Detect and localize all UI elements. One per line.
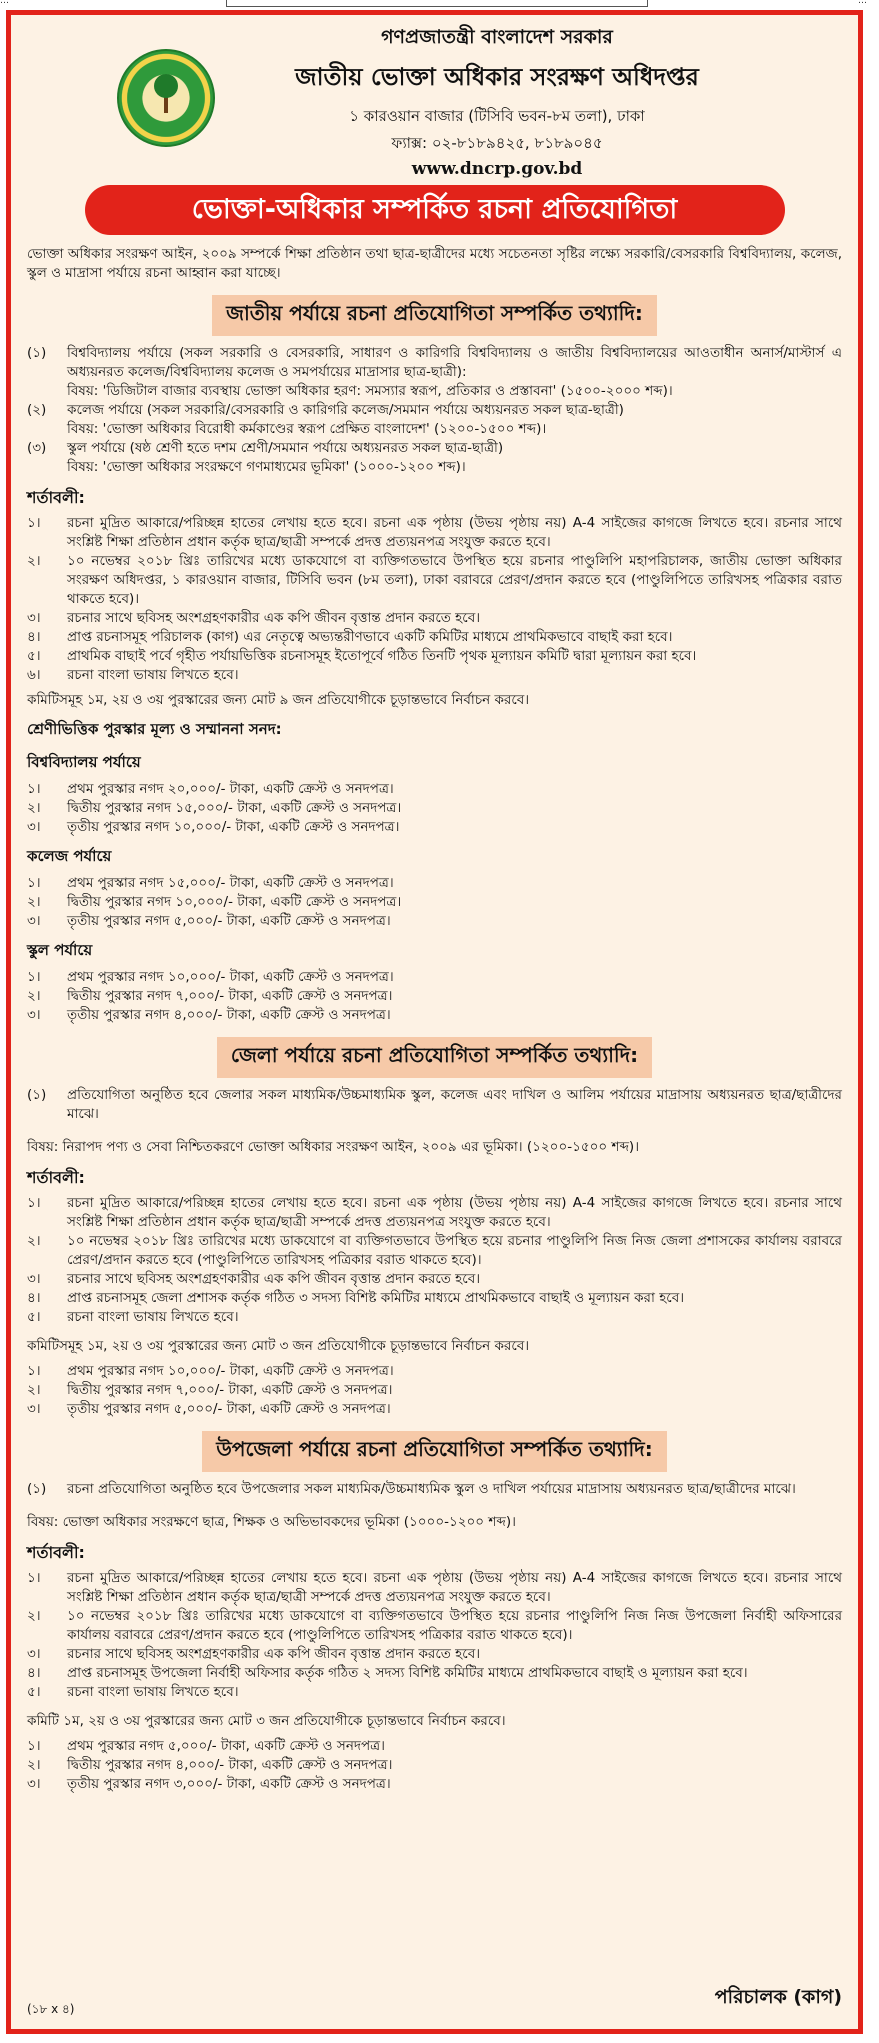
condition-item: [27, 1232, 842, 1270]
prize-item: [27, 912, 842, 931]
condition-text: ১০ নভেম্বর ২০১৮ খ্রিঃ তারিখের মধ্যে ডাকযোগে বা ব্যক্তিগতভাবে উপস্থিত হয়ে রচনার পাণ্ডুলিপি মহাপরিচালক, জাতীয় ভোক্তা অধিকার সংরক্ষণ অধিদপ্তর, ১ কারওয়ান বাজার, টিসিবি ভবন (৮ম তলা), ঢাকা বরাবরে প্রেরণ/প্রদান করতে হবে (পাণ্ডুলিপিতে তারিখসহ পত্রিকার বরাত থাকতে হবে)।: [67, 553, 842, 607]
notice-frame: [6, 10, 863, 2034]
ad-size: (১৮ x ৪): [27, 2002, 75, 2016]
prize-item: [27, 1362, 842, 1381]
committee-note: কমিটিসমূহ ১ম, ২য় ও ৩য় পুরস্কারের জন্য মোট ৯ জন প্রতিযোগীকে চূড়ান্তভাবে নির্বাচন করবে।: [27, 692, 530, 708]
condition-number: ৫।: [27, 1684, 41, 1700]
committee-note: কমিটিসমূহ ১ম, ২য় ও ৩য় পুরস্কারের জন্য মোট ৩ জন প্রতিযোগীকে চূড়ান্তভাবে নির্বাচন করবে।: [27, 1338, 530, 1354]
top-strip-box: [226, 0, 648, 7]
prize-number: ২।: [27, 894, 41, 910]
prize-number: ২।: [27, 800, 41, 816]
prize-number: ১।: [27, 875, 41, 891]
prize-group-title: কলেজ পর্যায়ে: [27, 847, 112, 865]
condition-text: রচনা মুদ্রিত আকারে/পরিচ্ছন্ন হাতের লেখায় হতে হবে। রচনা এক পৃষ্ঠায় (উভয় পৃষ্ঠায় নয়) A-4 সাইজের কাগজে লিখতে হবে। রচনার সাথে সংশ্লিষ্ট শিক্ষা প্রতিষ্ঠান প্রধান কর্তৃক ছাত্র/ছাত্রী সম্পর্কে প্রদত্ত প্রত্যয়নপত্র সংযুক্ত করতে হবে।: [67, 1195, 842, 1230]
prize-number: ৩।: [27, 819, 41, 835]
prize-item: [27, 893, 842, 912]
condition-text: প্রাপ্ত রচনাসমূহ পরিচালক (কাগ) এর নেতৃত্বে অভ্যন্তরীণভাবে একটি কমিটির মাধ্যমে প্রাথমিকভাবে বাছাই করা হবে।: [67, 629, 673, 645]
address: ১ কারওয়ান বাজার (টিসিবি ভবন-৮ম তলা), ঢাকা: [349, 107, 645, 125]
prize-text: প্রথম পুরস্কার নগদ ৫,০০০/- টাকা, একটি ক্রেস্ট ও সনদপত্র।: [67, 1738, 385, 1754]
condition-text: রচনা মুদ্রিত আকারে/পরিচ্ছন্ন হাতের লেখায় হতে হবে। রচনা এক পৃষ্ঠায় (উভয় পৃষ্ঠায় নয়) A-4 সাইজের কাগজে লিখতে হবে। রচনার সাথে সংশ্লিষ্ট শিক্ষা প্রতিষ্ঠান প্রধান কর্তৃক ছাত্র/ছাত্রী সম্পর্কে প্রদত্ত প্রত্যয়নপত্র সংযুক্ত করতে হবে।: [67, 1570, 842, 1605]
condition-item: [27, 552, 842, 609]
prize-item: [27, 1381, 842, 1400]
prize-text: দ্বিতীয় পুরস্কার নগদ ১৫,০০০/- টাকা, একটি ক্রেস্ট ও সনদপত্র।: [67, 800, 402, 816]
conditions-label: শর্তাবলী:: [27, 1543, 85, 1562]
info-text: প্রতিযোগিতা অনুষ্ঠিত হবে জেলার সকল মাধ্যমিক/উচ্চমাধ্যমিক স্কুল, কলেজ এবং দাখিল ও আলিম পর্যায়ের মাদ্রাসায় অধ্যয়নরত ছাত্র/ছাত্রীদের মাঝে।: [67, 1087, 842, 1122]
condition-item: [27, 1683, 842, 1702]
prize-text: প্রথম পুরস্কার নগদ ২০,০০০/- টাকা, একটি ক্রেস্ট ও সনদপত্র।: [67, 781, 394, 797]
condition-number: ২।: [27, 1608, 41, 1624]
top-strip: [0, 0, 879, 10]
fax: ফ্যাক্স: ০২-৮১৮৯৪২৫, ৮১৮৯০৪৫: [391, 134, 603, 152]
level-item: [27, 344, 842, 382]
condition-item: [27, 1569, 842, 1607]
district-heading: জেলা পর্যায়ে রচনা প্রতিযোগিতা সম্পর্কিত তথ্যাদি:: [217, 1037, 652, 1078]
footer: [27, 1981, 842, 2021]
intro-text: ভোক্তা অধিকার সংরক্ষণ আইন, ২০০৯ সম্পর্কে শিক্ষা প্রতিষ্ঠান তথা ছাত্র-ছাত্রীদের মধ্যে সচেতনতা সৃষ্টির লক্ষ্যে সরকারি/বেসরকারি বিশ্ববিদ্যালয়, কলেজ, স্কুল ও মাদ্রাসা পর্যায়ে রচনা আহ্বান করা যাচ্ছে।: [27, 246, 842, 281]
national-conditions: [27, 514, 842, 685]
signature: পরিচালক (কাগ): [714, 1986, 842, 2008]
condition-item: [27, 647, 842, 666]
level-subject: বিষয়: 'ভোক্তা অধিকার সংরক্ষণে গণমাধ্যমের ভূমিকা' (১০০০-১২০০ শব্দ)।: [67, 459, 466, 475]
condition-text: ১০ নভেম্বর ২০১৮ খ্রিঃ তারিখের মধ্যে ডাকযোগে বা ব্যক্তিগতভাবে উপস্থিত হয়ে রচনার পাণ্ডুলিপি নিজ নিজ উপজেলা নির্বাহী অফিসারের কার্যালয় বরাবরে প্রেরণ/প্রদান করতে হবে (পাণ্ডুলিপিতে তারিখসহ পত্রিকার বরাত থাকতে হবে)।: [67, 1608, 842, 1643]
notice-content: [11, 15, 858, 1794]
national-levels: [27, 344, 842, 477]
condition-text: ১০ নভেম্বর ২০১৮ খ্রিঃ তারিখের মধ্যে ডাকযোগে বা ব্যক্তিগতভাবে উপস্থিত হয়ে রচনার পাণ্ডুলিপি নিজ নিজ জেলা প্রশাসকের কার্যালয় বরাবরে প্রেরণ/প্রদান করতে হবে (পাণ্ডুলিপিতে তারিখসহ পত্রিকার বরাত থাকতে হবে)।: [67, 1233, 842, 1268]
govt-name: গণপ্রজাতন্ত্রী বাংলাদেশ সরকার: [381, 26, 613, 48]
condition-number: ৬।: [27, 667, 41, 683]
condition-number: ৫।: [27, 1309, 41, 1325]
title-banner: ভোক্তা-অধিকার সম্পর্কিত রচনা প্রতিযোগিতা: [85, 185, 785, 235]
condition-number: ২।: [27, 1233, 41, 1249]
national-heading: জাতীয় পর্যায়ে রচনা প্রতিযোগিতা সম্পর্কিত তথ্যাদি:: [212, 295, 657, 336]
condition-number: ৪।: [27, 629, 41, 645]
condition-item: [27, 1607, 842, 1645]
prize-text: দ্বিতীয় পুরস্কার নগদ ৭,০০০/- টাকা, একটি ক্রেস্ট ও সনদপত্র।: [67, 1382, 393, 1398]
conditions-label: শর্তাবলী:: [27, 488, 85, 507]
upazila-subject: বিষয়: ভোক্তা অধিকার সংরক্ষণে ছাত্র, শিক্ষক ও অভিভাবকদের ভূমিকা (১০০০-১২০০ শব্দ)।: [27, 1514, 516, 1530]
department-name: জাতীয় ভোক্তা অধিকার সংরক্ষণ অধিদপ্তর: [295, 62, 699, 91]
info-text: রচনা প্রতিযোগিতা অনুষ্ঠিত হবে উপজেলার সকল মাধ্যমিক/উচ্চমাধ্যমিক স্কুল ও দাখিল পর্যায়ের মাদ্রাসায় অধ্যয়নরত ছাত্র/ছাত্রীদের মাঝে।: [67, 1481, 796, 1497]
upazila-heading: উপজেলা পর্যায়ে রচনা প্রতিযোগিতা সম্পর্কিত তথ্যাদি:: [202, 1431, 666, 1472]
district-subject: বিষয়: নিরাপদ পণ্য ও সেবা নিশ্চিতকরণে ভোক্তা অধিকার সংরক্ষণ আইন, ২০০৯ এর ভূমিকা। (১২০০-১৫০০ শব্দ)।: [27, 1139, 640, 1155]
website: www.dncrp.gov.bd: [411, 159, 583, 179]
header-text: [217, 23, 777, 179]
prize-number: ৩।: [27, 1776, 41, 1792]
prize-text: প্রথম পুরস্কার নগদ ১০,০০০/- টাকা, একটি ক্রেস্ট ও সনদপত্র।: [67, 1363, 394, 1379]
condition-item: [27, 666, 842, 685]
prize-item: [27, 1400, 842, 1419]
condition-text: রচনা বাংলা ভাষায় লিখতে হবে।: [67, 1309, 239, 1325]
level-text: বিশ্ববিদ্যালয় পর্যায়ে (সকল সরকারি ও বেসরকারি, সাধারণ ও কারিগরি বিশ্ববিদ্যালয় ও জাতীয় বিশ্ববিদ্যালয়ের আওতাধীন অনার্স/মাস্টার্স এ অধ্যয়নরত কলেজ/বিশ্ববিদ্যালয় কলেজ ও সমপর্যায়ের মাদ্রাসার ছাত্র-ছাত্রী):: [67, 345, 842, 380]
prize-item: [27, 1756, 842, 1775]
level-number: (১): [27, 345, 47, 361]
condition-item: [27, 1308, 842, 1327]
level-subject: বিষয়: 'ভোক্তা অধিকার বিরোধী কর্মকাণ্ডের স্বরূপ প্রেক্ষিত বাংলাদেশ' (১২০০-১৫০০ শব্দ)।: [67, 421, 547, 437]
level-number: (৩): [27, 440, 47, 456]
condition-text: রচনা বাংলা ভাষায় লিখতে হবে।: [67, 667, 239, 683]
level-subject: বিষয়: 'ডিজিটাল বাজার ব্যবস্থায় ভোক্তা অধিকার হরণ: সমস্যার স্বরূপ, প্রতিকার ও প্রস্তাবনা' (১৫০০-২০০০ শব্দ)।: [67, 383, 673, 399]
level-item: [27, 401, 842, 420]
condition-text: প্রাথমিক বাছাই পর্বে গৃহীত পর্যায়ভিত্তিক রচনাসমূহ ইতোপূর্বে গঠিত তিনটি পৃথক মূল্যায়ন কমিটি দ্বারা মূল্যায়ন করা হবে।: [67, 648, 697, 664]
level-item: [27, 439, 842, 458]
district-info: [27, 1086, 842, 1124]
prize-number: ৩।: [27, 913, 41, 929]
upazila-info: [27, 1480, 842, 1499]
condition-item: [27, 1645, 842, 1664]
condition-item: [27, 1289, 842, 1308]
condition-text: রচনার সাথে ছবিসহ অংশগ্রহণকারীর এক কপি জীবন বৃত্তান্ত প্রদান করতে হবে।: [67, 1271, 481, 1287]
prize-text: প্রথম পুরস্কার নগদ ১৫,০০০/- টাকা, একটি ক্রেস্ট ও সনদপত্র।: [67, 875, 394, 891]
prize-item: [27, 799, 842, 818]
prize-text: তৃতীয় পুরস্কার নগদ ৫,০০০/- টাকা, একটি ক্রেস্ট ও সনদপত্র।: [67, 913, 391, 929]
prize-text: দ্বিতীয় পুরস্কার নগদ ৭,০০০/- টাকা, একটি ক্রেস্ট ও সনদপত্র।: [67, 988, 393, 1004]
prize-number: ১।: [27, 1738, 41, 1754]
info-number: (১): [27, 1481, 47, 1497]
prize-item: [27, 818, 842, 837]
prize-item: [27, 1737, 842, 1756]
condition-number: ৪।: [27, 1665, 41, 1681]
top-strip-left: …: [0, 0, 9, 6]
prize-item: [27, 1775, 842, 1794]
header: [27, 15, 842, 179]
prize-item: [27, 780, 842, 799]
prize-group-title: বিশ্ববিদ্যালয় পর্যায়ে: [27, 753, 141, 771]
condition-number: ৪।: [27, 1290, 41, 1306]
condition-item: [27, 1270, 842, 1289]
tree-icon: [153, 73, 179, 113]
level-number: (২): [27, 402, 47, 418]
prize-text: প্রথম পুরস্কার নগদ ১০,০০০/- টাকা, একটি ক্রেস্ট ও সনদপত্র।: [67, 969, 394, 985]
condition-text: রচনার সাথে ছবিসহ অংশগ্রহণকারীর এক কপি জীবন বৃত্তান্ত প্রদান করতে হবে।: [67, 1646, 481, 1662]
condition-number: ২।: [27, 553, 41, 569]
prize-text: তৃতীয় পুরস্কার নগদ ৫,০০০/- টাকা, একটি ক্রেস্ট ও সনদপত্র।: [67, 1401, 391, 1417]
info-number: (১): [27, 1087, 47, 1103]
prize-title: শ্রেণীভিত্তিক পুরস্কার মূল্য ও সম্মাননা সনদ:: [27, 720, 282, 738]
prize-text: তৃতীয় পুরস্কার নগদ ৩,০০০/- টাকা, একটি ক্রেস্ট ও সনদপত্র।: [67, 1776, 391, 1792]
conditions-label: শর্তাবলী:: [27, 1168, 85, 1187]
condition-text: প্রাপ্ত রচনাসমূহ জেলা প্রশাসক কর্তৃক গঠিত ৩ সদস্য বিশিষ্ট কমিটির মাধ্যমে প্রাথমিকভাবে বাছাই ও মূল্যায়ন করা হবে।: [67, 1290, 685, 1306]
condition-number: ৩।: [27, 1271, 41, 1287]
committee-note: কমিটি ১ম, ২য় ও ৩য় পুরস্কারের জন্য মোট ৩ জন প্রতিযোগীকে চূড়ান্তভাবে নির্বাচন করবে।: [27, 1713, 506, 1729]
condition-number: ১।: [27, 1195, 41, 1211]
prize-text: দ্বিতীয় পুরস্কার নগদ ৪,০০০/- টাকা, একটি ক্রেস্ট ও সনদপত্র।: [67, 1757, 393, 1773]
condition-item: [27, 514, 842, 552]
prize-item: [27, 968, 842, 987]
level-text: স্কুল পর্যায়ে (ষষ্ঠ শ্রেণী হতে দশম শ্রেণী/সমমান পর্যায়ে অধ্যয়নরত সকল ছাত্র-ছাত্রী): [67, 440, 504, 456]
prize-number: ১।: [27, 781, 41, 797]
condition-text: রচনা মুদ্রিত আকারে/পরিচ্ছন্ন হাতের লেখায় হতে হবে। রচনা এক পৃষ্ঠায় (উভয় পৃষ্ঠায় নয়) A-4 সাইজের কাগজে লিখতে হবে। রচনার সাথে সংশ্লিষ্ট শিক্ষা প্রতিষ্ঠান প্রধান কর্তৃক ছাত্র/ছাত্রী সম্পর্কে প্রদত্ত প্রত্যয়নপত্র সংযুক্ত করতে হবে।: [67, 515, 842, 550]
prize-number: ৩।: [27, 1007, 41, 1023]
top-strip-right: …: [858, 0, 867, 6]
prize-item: [27, 1006, 842, 1025]
prize-number: ২।: [27, 1757, 41, 1773]
prize-item: [27, 987, 842, 1006]
condition-item: [27, 1664, 842, 1683]
dncrp-logo-icon: [117, 49, 215, 147]
condition-number: ৩।: [27, 610, 41, 626]
prize-number: ২।: [27, 988, 41, 1004]
condition-item: [27, 1194, 842, 1232]
condition-item: [27, 628, 842, 647]
prize-number: ৩।: [27, 1401, 41, 1417]
condition-number: ৫।: [27, 648, 41, 664]
prize-text: তৃতীয় পুরস্কার নগদ ১০,০০০/- টাকা, একটি ক্রেস্ট ও সনদপত্র।: [67, 819, 400, 835]
condition-text: রচনা বাংলা ভাষায় লিখতে হবে।: [67, 1684, 239, 1700]
condition-number: ৩।: [27, 1646, 41, 1662]
level-text: কলেজ পর্যায়ে (সকল সরকারি/বেসরকারি ও কারিগরি কলেজ/সমমান পর্যায়ে অধ্যয়নরত সকল ছাত্র-ছাত্রী): [67, 402, 624, 418]
prize-number: ১।: [27, 1363, 41, 1379]
condition-item: [27, 609, 842, 628]
prize-item: [27, 874, 842, 893]
condition-text: প্রাপ্ত রচনাসমূহ উপজেলা নির্বাহী অফিসার কর্তৃক গঠিত ২ সদস্য বিশিষ্ট কমিটির মাধ্যমে প্রাথমিকভাবে বাছাই ও মূল্যায়ন করা হবে।: [67, 1665, 748, 1681]
prize-number: ২।: [27, 1382, 41, 1398]
prize-group-title: স্কুল পর্যায়ে: [27, 941, 93, 959]
prize-number: ১।: [27, 969, 41, 985]
prize-text: তৃতীয় পুরস্কার নগদ ৪,০০০/- টাকা, একটি ক্রেস্ট ও সনদপত্র।: [67, 1007, 391, 1023]
condition-text: রচনার সাথে ছবিসহ অংশগ্রহণকারীর এক কপি জীবন বৃত্তান্ত প্রদান করতে হবে।: [67, 610, 481, 626]
condition-number: ১।: [27, 1570, 41, 1586]
condition-number: ১।: [27, 515, 41, 531]
prize-text: দ্বিতীয় পুরস্কার নগদ ১০,০০০/- টাকা, একটি ক্রেস্ট ও সনদপত্র।: [67, 894, 402, 910]
